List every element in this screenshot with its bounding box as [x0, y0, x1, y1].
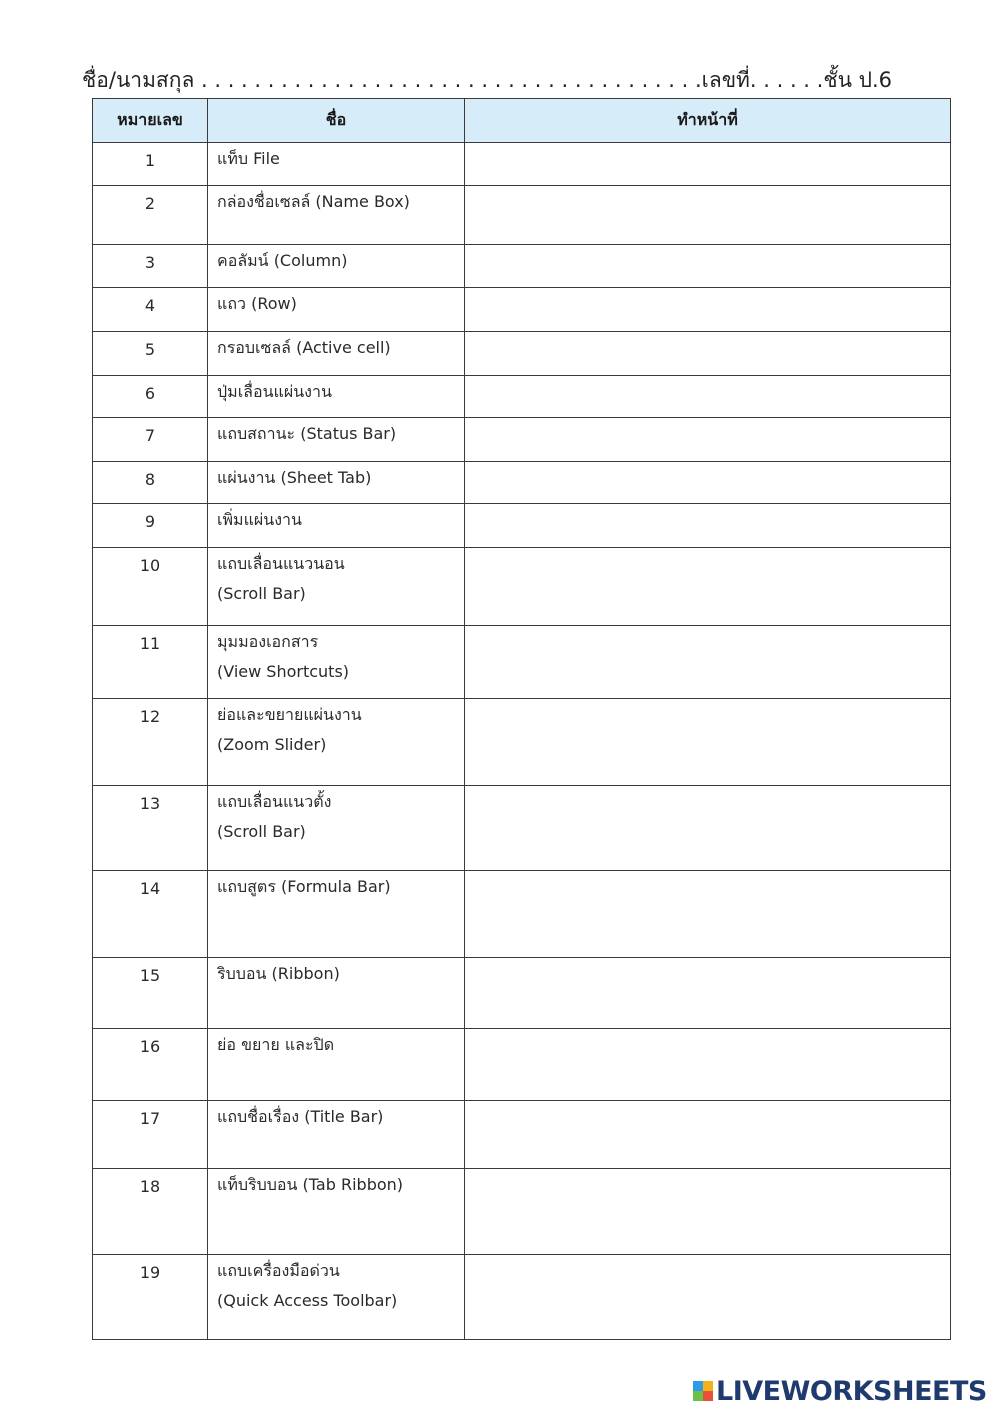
row-name-line: (Quick Access Toolbar) — [217, 1291, 398, 1310]
row-name-line: แถบชื่อเรื่อง (Title Bar) — [217, 1107, 384, 1126]
row-number — [93, 958, 208, 1029]
row-number-text: 10 — [139, 556, 161, 575]
row-number — [93, 186, 208, 245]
row-name — [208, 245, 465, 288]
row-number-text: 18 — [139, 1177, 161, 1196]
row-number-text: 2 — [144, 194, 156, 213]
row-name — [208, 376, 465, 418]
row-number-text: 11 — [139, 634, 161, 653]
table-row — [93, 186, 951, 245]
row-function-answer[interactable] — [465, 1255, 951, 1340]
row-name — [208, 1029, 465, 1101]
row-name-line: แถบสูตร (Formula Bar) — [217, 877, 391, 896]
row-number-text: 8 — [144, 470, 156, 489]
column-header-name: ชื่อ — [208, 99, 465, 143]
row-function-answer[interactable] — [465, 786, 951, 871]
table-row — [93, 1255, 951, 1340]
row-function-answer[interactable] — [465, 1169, 951, 1255]
table-row — [93, 143, 951, 186]
row-name-line: เพิ่มแผ่นงาน — [217, 510, 302, 529]
row-name-line: ปุ่มเลื่อนแผ่นงาน — [217, 382, 332, 401]
row-number — [93, 1169, 208, 1255]
row-name-line: ย่อ ขยาย และปิด — [217, 1035, 335, 1054]
row-function-answer[interactable] — [465, 699, 951, 786]
table-row — [93, 699, 951, 786]
table-row — [93, 418, 951, 462]
table-row — [93, 462, 951, 504]
table-row — [93, 245, 951, 288]
row-name-line: คอลัมน์ (Column) — [217, 251, 348, 270]
row-name — [208, 699, 465, 786]
liveworksheets-logo — [693, 1374, 987, 1408]
table-header-row — [93, 99, 951, 143]
row-function-answer[interactable] — [465, 143, 951, 186]
row-function-answer[interactable] — [465, 1029, 951, 1101]
table-row — [93, 1029, 951, 1101]
row-name-line: ย่อและขยายแผ่นงาน — [217, 705, 362, 724]
row-number — [93, 1255, 208, 1340]
table-row — [93, 548, 951, 626]
row-number-text: 13 — [139, 794, 161, 813]
row-name — [208, 462, 465, 504]
row-number — [93, 418, 208, 462]
row-function-answer[interactable] — [465, 186, 951, 245]
row-number-text: 7 — [144, 426, 156, 445]
row-name-line: แถบสถานะ (Status Bar) — [217, 424, 397, 443]
row-number-text: 4 — [144, 296, 156, 315]
row-name-line: (View Shortcuts) — [217, 662, 350, 681]
row-name-line: แถว (Row) — [217, 294, 297, 313]
row-function-answer[interactable] — [465, 288, 951, 332]
table-row — [93, 871, 951, 958]
row-number-text: 15 — [139, 966, 161, 985]
worksheet-table — [92, 98, 951, 1340]
row-name-line: แถบเลื่อนแนวนอน — [217, 554, 345, 573]
row-name-line: แถบเลื่อนแนวตั้ง — [217, 792, 332, 811]
row-number — [93, 626, 208, 699]
row-number — [93, 699, 208, 786]
row-name-line: (Scroll Bar) — [217, 584, 306, 603]
student-info-line: ชื่อ/นามสกุล . . . . . . . . . . . . . . . . . . . . . . . . . . . . . . . . . . . . . .เลขที่. . . . . .ชั้น ป.6 — [82, 68, 892, 92]
logo-text: LIVEWORKSHEETS — [716, 1375, 987, 1407]
row-name — [208, 1169, 465, 1255]
row-function-answer[interactable] — [465, 1101, 951, 1169]
row-name — [208, 288, 465, 332]
row-number-text: 9 — [144, 512, 156, 531]
row-number-text: 3 — [144, 253, 156, 272]
column-header-number: หมายเลข — [93, 99, 208, 143]
row-name-line: กรอบเซลล์ (Active cell) — [217, 338, 391, 357]
row-number — [93, 332, 208, 376]
row-number — [93, 1101, 208, 1169]
row-number-text: 14 — [139, 879, 161, 898]
row-name-line: แท็บริบบอน (Tab Ribbon) — [217, 1175, 404, 1194]
row-name-line: แผ่นงาน (Sheet Tab) — [217, 468, 372, 487]
row-number — [93, 143, 208, 186]
row-name — [208, 1255, 465, 1340]
row-function-answer[interactable] — [465, 548, 951, 626]
row-number-text: 1 — [144, 151, 156, 170]
table-row — [93, 332, 951, 376]
row-number-text: 19 — [139, 1263, 161, 1282]
row-number-text: 12 — [139, 707, 161, 726]
row-name — [208, 871, 465, 958]
row-name — [208, 958, 465, 1029]
row-number — [93, 462, 208, 504]
row-number — [93, 871, 208, 958]
column-header-function: ทำหน้าที่ — [465, 99, 951, 143]
row-function-answer[interactable] — [465, 245, 951, 288]
row-name — [208, 626, 465, 699]
row-function-answer[interactable] — [465, 418, 951, 462]
row-name-line: แถบเครื่องมือด่วน — [217, 1261, 340, 1280]
table-row — [93, 1169, 951, 1255]
row-name-line: กล่องชื่อเซลล์ (Name Box) — [217, 192, 410, 211]
row-function-answer[interactable] — [465, 958, 951, 1029]
row-function-answer[interactable] — [465, 376, 951, 418]
row-name-line: มุมมองเอกสาร — [217, 632, 319, 651]
row-number — [93, 1029, 208, 1101]
row-name-line: (Scroll Bar) — [217, 822, 306, 841]
logo-square-red — [703, 1391, 713, 1401]
logo-square-yellow — [703, 1381, 713, 1391]
row-name — [208, 143, 465, 186]
table-row — [93, 376, 951, 418]
table-row — [93, 958, 951, 1029]
row-number-text: 6 — [144, 384, 156, 403]
row-function-answer[interactable] — [465, 462, 951, 504]
logo-square-blue — [693, 1381, 703, 1391]
row-name — [208, 418, 465, 462]
row-number — [93, 504, 208, 548]
row-number — [93, 245, 208, 288]
row-name-line: แท็บ File — [217, 149, 280, 168]
row-number-text: 5 — [144, 340, 156, 359]
row-name — [208, 186, 465, 245]
row-name — [208, 332, 465, 376]
row-number — [93, 288, 208, 332]
row-name-line: ริบบอน (Ribbon) — [217, 964, 340, 983]
table-row — [93, 288, 951, 332]
row-function-answer[interactable] — [465, 626, 951, 699]
table-row — [93, 786, 951, 871]
logo-icon — [693, 1381, 713, 1401]
row-name — [208, 1101, 465, 1169]
row-function-answer[interactable] — [465, 504, 951, 548]
row-number — [93, 786, 208, 871]
row-number — [93, 376, 208, 418]
row-name — [208, 786, 465, 871]
table-body — [93, 143, 951, 1340]
row-number — [93, 548, 208, 626]
table-row — [93, 626, 951, 699]
row-number-text: 17 — [139, 1109, 161, 1128]
row-name — [208, 504, 465, 548]
row-name — [208, 548, 465, 626]
row-function-answer[interactable] — [465, 332, 951, 376]
row-function-answer[interactable] — [465, 871, 951, 958]
table-row — [93, 504, 951, 548]
row-name-line: (Zoom Slider) — [217, 735, 327, 754]
table-row — [93, 1101, 951, 1169]
row-number-text: 16 — [139, 1037, 161, 1056]
logo-square-green — [693, 1391, 703, 1401]
